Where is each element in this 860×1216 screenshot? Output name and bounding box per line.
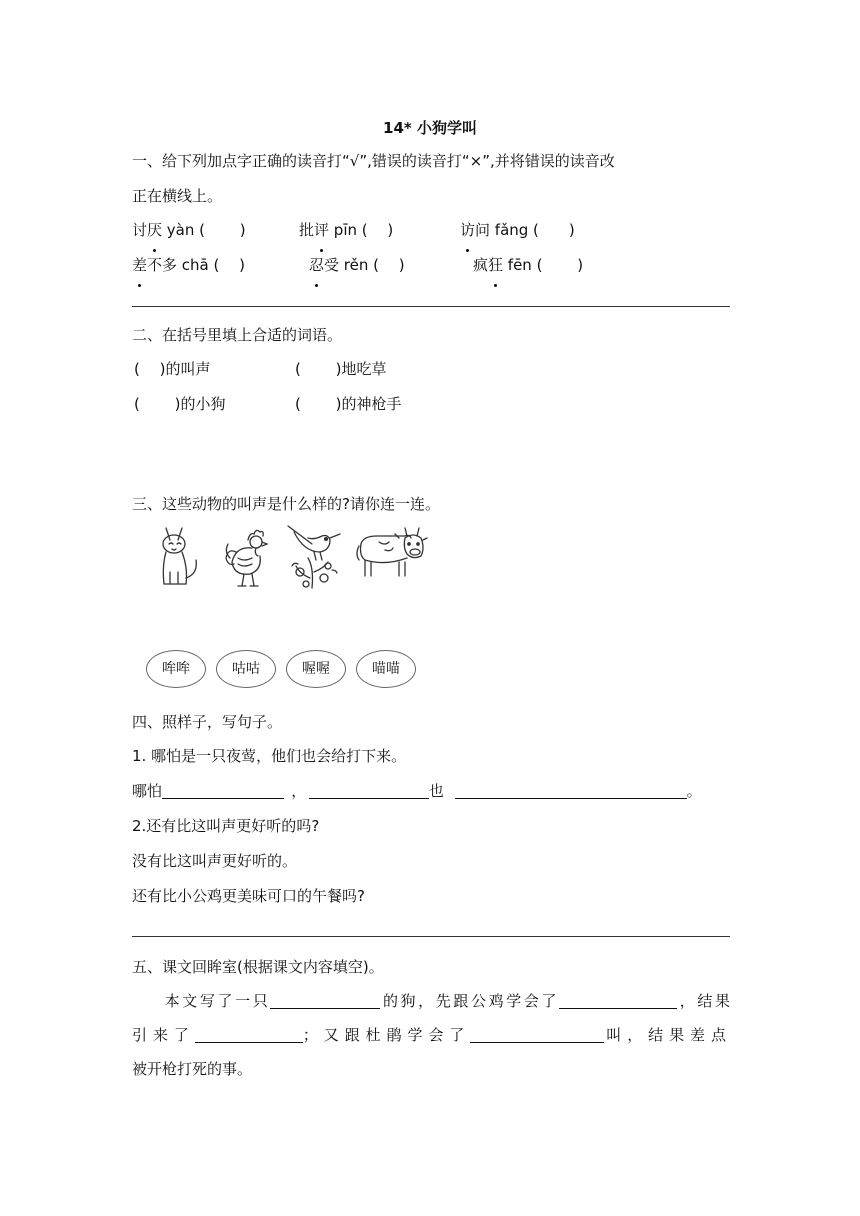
s2-heading: 二、在括号里填上合适的词语。 bbox=[132, 326, 343, 344]
s1-heading-b: 正在横线上。 bbox=[132, 187, 223, 205]
answer-blank[interactable] bbox=[559, 992, 677, 1009]
s5-paragraph-line-3: 被开枪打死的事。 bbox=[132, 1060, 253, 1078]
s4-example-2: 2.还有比这叫声更好听的吗? bbox=[132, 817, 320, 835]
pinyin-item[interactable] bbox=[299, 213, 393, 247]
item-pinyin: pīn ( ) bbox=[329, 221, 394, 239]
s4-question-3: 还有比小公鸡更美味可口的午餐吗? bbox=[132, 887, 365, 905]
para-text: 的狗，先跟公鸡学会了 bbox=[380, 992, 560, 1010]
answer-line[interactable] bbox=[132, 306, 730, 307]
para-text: 引来了 bbox=[132, 1026, 195, 1044]
page-title: 14* 小狗学叫 bbox=[383, 119, 477, 137]
fill-item[interactable]: ( )的小狗 bbox=[134, 395, 226, 413]
para-text: ，结果 bbox=[677, 992, 730, 1010]
bird-icon[interactable] bbox=[284, 522, 346, 592]
item-text: 批 bbox=[299, 221, 315, 239]
cow-icon[interactable] bbox=[355, 522, 429, 584]
item-text: 疯 bbox=[473, 256, 489, 274]
fill-label: 。 bbox=[686, 782, 702, 800]
dotted-char: 访 bbox=[460, 213, 475, 247]
s5-paragraph-line-2 bbox=[132, 1018, 730, 1052]
s1-heading-a: 一、给下列加点字正确的读音打“√”,错误的读音打“×”,并将错误的读音改 bbox=[132, 152, 615, 170]
dotted-char: 狂 bbox=[488, 248, 503, 282]
answer-blank[interactable] bbox=[162, 782, 284, 799]
answer-blank[interactable] bbox=[195, 1026, 303, 1043]
item-pinyin: 不多 chā ( ) bbox=[147, 256, 245, 274]
pinyin-item[interactable] bbox=[309, 248, 405, 282]
sound-oval-1[interactable]: 哞哞 bbox=[146, 650, 206, 688]
cat-icon[interactable] bbox=[156, 522, 204, 590]
fill-item[interactable]: ( )地吃草 bbox=[295, 360, 387, 378]
para-text: ；又跟杜鹃学会了 bbox=[302, 1026, 471, 1044]
fill-label: ， bbox=[291, 782, 307, 800]
dotted-char: 厌 bbox=[147, 213, 162, 247]
s5-heading: 五、课文回眸室(根据课文内容填空)。 bbox=[132, 958, 384, 976]
item-text: 讨 bbox=[132, 221, 148, 239]
pinyin-item[interactable] bbox=[132, 248, 245, 282]
s4-example-2-answer: 没有比这叫声更好听的。 bbox=[132, 852, 298, 870]
s3-heading: 三、这些动物的叫声是什么样的?请你连一连。 bbox=[132, 495, 440, 513]
dotted-char: 忍 bbox=[309, 248, 324, 282]
fill-item[interactable]: ( )的神枪手 bbox=[295, 395, 402, 413]
answer-blank[interactable] bbox=[470, 1026, 604, 1043]
answer-blank[interactable] bbox=[309, 782, 429, 799]
rooster-icon[interactable] bbox=[222, 522, 272, 590]
fill-label: 哪怕 bbox=[132, 782, 163, 800]
answer-line[interactable] bbox=[132, 936, 730, 937]
item-pinyin: 受 rěn ( ) bbox=[324, 256, 405, 274]
item-pinyin: fēn ( ) bbox=[503, 256, 584, 274]
answer-blank[interactable] bbox=[455, 782, 687, 799]
sound-oval-4[interactable]: 喵喵 bbox=[356, 650, 416, 688]
para-text: 叫，结果差点 bbox=[604, 1026, 730, 1044]
fill-item[interactable]: ( )的叫声 bbox=[134, 360, 211, 378]
s4-fill-line bbox=[132, 774, 702, 808]
para-text: 本文写了一只 bbox=[162, 992, 271, 1010]
item-pinyin: 问 fǎng ( ) bbox=[475, 221, 575, 239]
pinyin-item[interactable] bbox=[132, 213, 246, 247]
answer-blank[interactable] bbox=[270, 992, 380, 1009]
s4-example-1: 1. 哪怕是一只夜莺，他们也会给打下来。 bbox=[132, 747, 407, 765]
dotted-char: 评 bbox=[314, 213, 329, 247]
s4-heading: 四、照样子，写句子。 bbox=[132, 713, 283, 731]
s5-paragraph-line-1 bbox=[132, 984, 730, 1018]
fill-label: 也 bbox=[428, 782, 444, 800]
dotted-char: 差 bbox=[132, 248, 147, 282]
pinyin-item[interactable] bbox=[473, 248, 583, 282]
item-pinyin: yàn ( ) bbox=[162, 221, 246, 239]
sound-oval-2[interactable]: 咕咕 bbox=[216, 650, 276, 688]
pinyin-item[interactable] bbox=[460, 213, 575, 247]
sound-oval-3[interactable]: 喔喔 bbox=[286, 650, 346, 688]
